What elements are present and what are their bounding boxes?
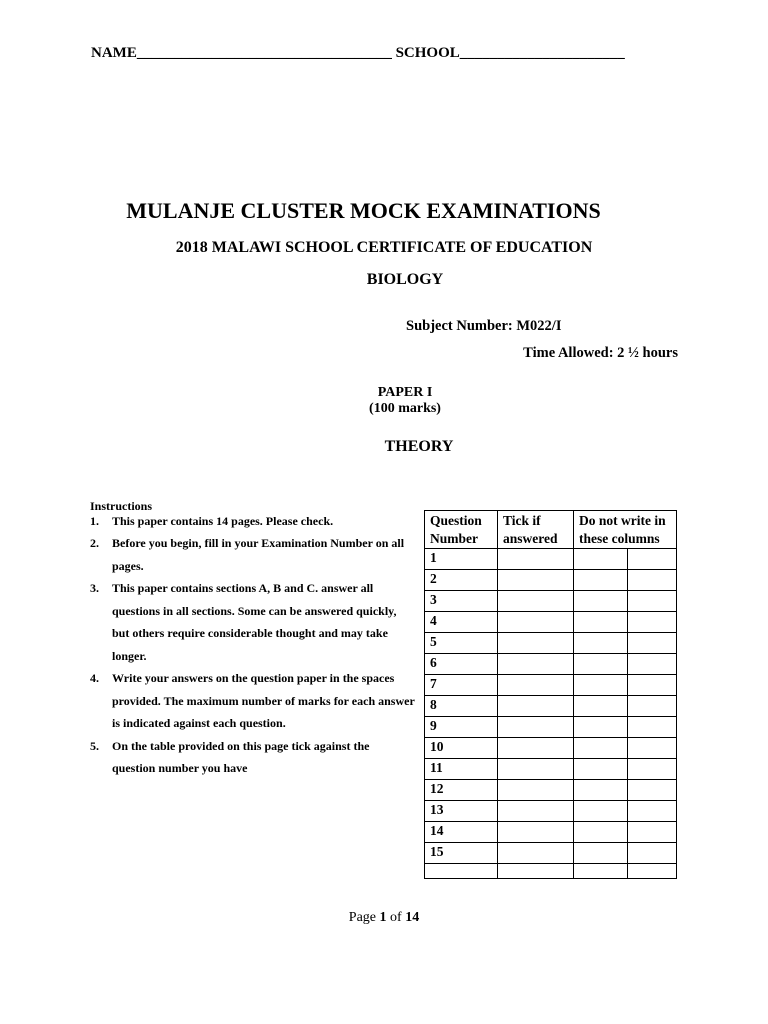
exam-title: MULANJE CLUSTER MOCK EXAMINATIONS xyxy=(126,198,601,223)
tick-cell[interactable] xyxy=(498,654,574,675)
page-label: Page xyxy=(348,910,377,925)
tick-cell[interactable] xyxy=(498,822,574,843)
tick-cell[interactable] xyxy=(498,843,574,864)
paper-info xyxy=(0,385,768,417)
question-table xyxy=(424,510,677,879)
subject-title: BIOLOGY xyxy=(366,271,444,288)
table-row xyxy=(425,801,677,822)
tick-cell[interactable] xyxy=(498,696,574,717)
header-tick-if-answered: Tick if answered xyxy=(498,511,574,549)
instruction-text: This paper contains sections A, B and C. answer all questions in all sections. Some can be answered quickly, but others require considerable thought and may take longer. xyxy=(112,581,397,663)
tick-cell[interactable] xyxy=(498,633,574,654)
question-number-cell: 13 xyxy=(425,801,498,822)
tick-cell[interactable] xyxy=(498,780,574,801)
instruction-number: 2. xyxy=(90,536,99,550)
empty-cell xyxy=(628,864,677,879)
examiner-cell xyxy=(574,612,628,633)
examiner-cell xyxy=(574,591,628,612)
examiner-cell xyxy=(628,570,677,591)
examiner-cell xyxy=(628,759,677,780)
examiner-cell xyxy=(574,675,628,696)
instruction-number: 3. xyxy=(90,581,99,595)
instruction-text: Before you begin, fill in your Examination Number on all pages. xyxy=(112,536,405,573)
table-row xyxy=(425,633,677,654)
question-number-cell: 7 xyxy=(425,675,498,696)
examiner-cell xyxy=(628,654,677,675)
instructions xyxy=(90,499,415,780)
tick-cell[interactable] xyxy=(498,591,574,612)
instruction-item xyxy=(90,513,415,529)
question-number-cell: 6 xyxy=(425,654,498,675)
paper-label: PAPER I xyxy=(377,385,433,400)
examiner-cell xyxy=(574,549,628,570)
instructions-list xyxy=(90,513,415,780)
instruction-item xyxy=(90,577,415,667)
examiner-cell xyxy=(628,738,677,759)
header-do-not-write: Do not write in these columns xyxy=(574,511,677,549)
examiner-cell xyxy=(628,675,677,696)
instruction-number: 4. xyxy=(90,671,99,685)
examiner-cell xyxy=(574,801,628,822)
table-row xyxy=(425,843,677,864)
examiner-cell xyxy=(628,633,677,654)
examiner-cell xyxy=(574,759,628,780)
examiner-cell xyxy=(628,591,677,612)
name-school-line: NAME__________________________________ SCHOOL______________________ xyxy=(91,45,625,61)
examiner-cell xyxy=(574,843,628,864)
question-number-cell: 2 xyxy=(425,570,498,591)
examiner-cell xyxy=(628,612,677,633)
instruction-text: This paper contains 14 pages. Please check. xyxy=(112,514,334,528)
examiner-cell xyxy=(628,780,677,801)
table-row xyxy=(425,759,677,780)
instruction-text: On the table provided on this page tick against the question number you have xyxy=(112,738,370,775)
table-row xyxy=(425,738,677,759)
instruction-item xyxy=(90,735,415,780)
tick-cell[interactable] xyxy=(498,570,574,591)
examiner-cell xyxy=(574,654,628,675)
examiner-cell xyxy=(628,549,677,570)
examiner-cell xyxy=(628,843,677,864)
table-row xyxy=(425,717,677,738)
table-row xyxy=(425,570,677,591)
examiner-cell xyxy=(574,696,628,717)
question-number-cell: 8 xyxy=(425,696,498,717)
examiner-cell xyxy=(574,822,628,843)
instruction-number: 1. xyxy=(90,514,99,528)
question-number-cell: 5 xyxy=(425,633,498,654)
examiner-cell xyxy=(628,717,677,738)
page-current: 1 xyxy=(379,910,387,925)
tick-cell[interactable] xyxy=(498,717,574,738)
tick-cell[interactable] xyxy=(498,759,574,780)
tick-cell[interactable] xyxy=(498,549,574,570)
page-total: 14 xyxy=(405,910,420,925)
page-footer xyxy=(0,910,768,926)
examiner-cell xyxy=(574,570,628,591)
instruction-item xyxy=(90,532,415,577)
examiner-cell xyxy=(628,801,677,822)
empty-cell xyxy=(574,864,628,879)
question-number-cell: 15 xyxy=(425,843,498,864)
examiner-cell xyxy=(574,633,628,654)
table-row xyxy=(425,549,677,570)
empty-cell xyxy=(425,864,498,879)
table-row xyxy=(425,612,677,633)
examiner-cell xyxy=(574,780,628,801)
instruction-text: Write your answers on the question paper in the spaces provided. The maximum number of marks for each answer is indicated against each question. xyxy=(112,671,415,730)
header-question-number: Question Number xyxy=(425,511,498,549)
instruction-number: 5. xyxy=(90,738,99,753)
question-number-cell: 1 xyxy=(425,549,498,570)
question-number-cell: 3 xyxy=(425,591,498,612)
tick-cell[interactable] xyxy=(498,675,574,696)
paper-marks: (100 marks) xyxy=(369,401,441,416)
table-row xyxy=(425,654,677,675)
of-label: of xyxy=(390,910,402,925)
tick-cell[interactable] xyxy=(498,738,574,759)
examiner-cell xyxy=(574,738,628,759)
question-number-cell: 10 xyxy=(425,738,498,759)
tick-cell[interactable] xyxy=(498,612,574,633)
empty-cell xyxy=(498,864,574,879)
question-number-cell: 11 xyxy=(425,759,498,780)
examiner-cell xyxy=(574,717,628,738)
examiner-cell xyxy=(628,696,677,717)
table-row xyxy=(425,780,677,801)
instructions-heading: Instructions xyxy=(90,499,153,513)
question-number-cell: 9 xyxy=(425,717,498,738)
table-row xyxy=(425,675,677,696)
table-row xyxy=(425,822,677,843)
tick-cell[interactable] xyxy=(498,801,574,822)
question-number-cell: 12 xyxy=(425,780,498,801)
table-row-empty xyxy=(425,864,677,879)
subject-number: Subject Number: M022/I xyxy=(406,318,562,334)
table-row xyxy=(425,591,677,612)
section-title: THEORY xyxy=(384,438,454,455)
certificate-title: 2018 MALAWI SCHOOL CERTIFICATE OF EDUCATION xyxy=(175,239,593,256)
time-allowed: Time Allowed: 2 ½ hours xyxy=(523,345,678,361)
question-number-cell: 14 xyxy=(425,822,498,843)
instruction-item xyxy=(90,667,415,735)
examiner-cell xyxy=(628,822,677,843)
question-number-cell: 4 xyxy=(425,612,498,633)
table-row xyxy=(425,696,677,717)
